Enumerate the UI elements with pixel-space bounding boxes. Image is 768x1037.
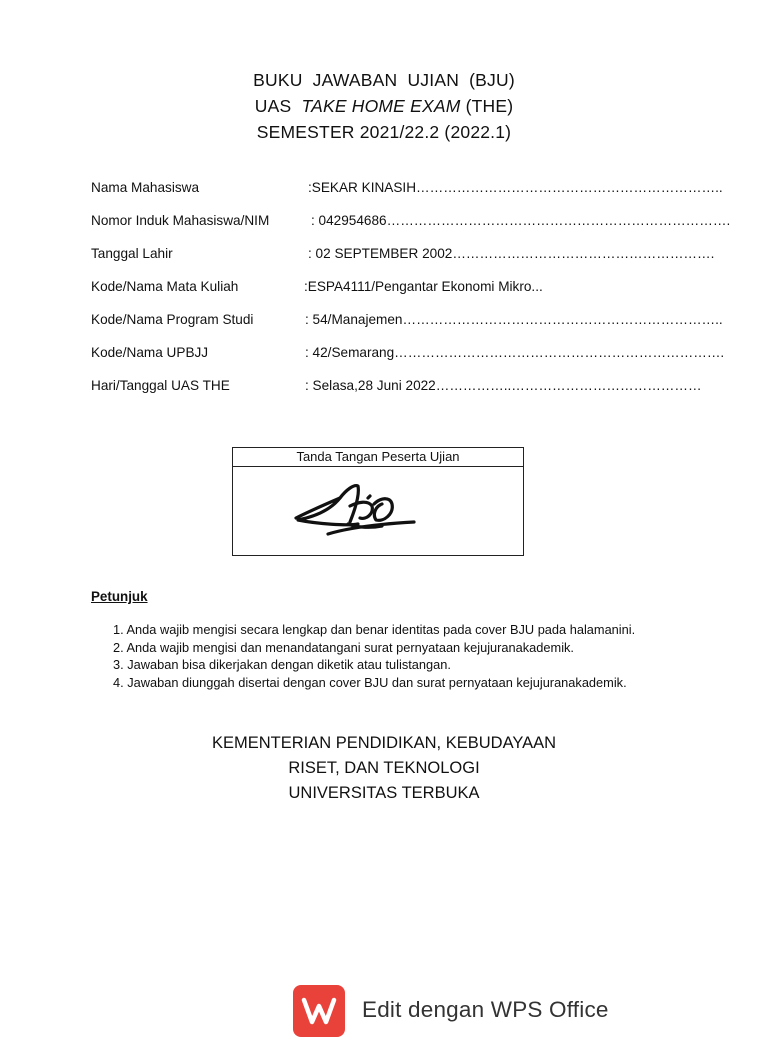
signature-box-header: Tanda Tangan Peserta Ujian [233,448,523,467]
signature-box [232,447,524,556]
signature-image [288,476,418,548]
field-value: :ESPA4111/Pengantar Ekonomi Mikro... [304,279,543,294]
title-line-2 [0,93,768,119]
title-line-1: BUKU JAWABAN UJIAN (BJU) [253,70,515,90]
field-label: Tanggal Lahir [91,246,173,261]
field-label: Nomor Induk Mahasiswa/NIM [91,213,270,228]
wps-logo-icon[interactable] [293,985,345,1037]
list-item: 3. Jawaban bisa dikerjakan dengan diketik atau tulistangan. [113,657,451,672]
title-line-2-italic: TAKE HOME EXAM [301,96,461,116]
field-label: Kode/Nama Mata Kuliah [91,279,239,294]
field-value: : 042954686…………………………………………………………………. [311,213,731,228]
field-label: Hari/Tanggal UAS THE [91,378,230,393]
title-line-3: SEMESTER 2021/22.2 (2022.1) [256,122,512,142]
ministry-footer [0,731,768,806]
ministry-line-3: UNIVERSITAS TERBUKA [288,784,480,802]
field-value: : 02 SEPTEMBER 2002…………………………………………………. [308,246,715,261]
list-item: 4. Jawaban diunggah disertai dengan cover BJU dan surat pernyataan kejujuranakademik. [113,674,627,690]
field-value: : Selasa,28 Juni 2022……………..…………………………………… [305,378,702,393]
field-label: Kode/Nama Program Studi [91,312,254,327]
title-line-2-prefix: UAS [254,96,302,116]
list-item: 1. Anda wajib mengisi secara lengkap dan benar identitas pada cover BJU pada halamanini. [113,622,636,637]
field-value: :SEKAR KINASIH………………………………………………………….. [308,180,723,195]
ministry-line-1: KEMENTERIAN PENDIDIKAN, KEBUDAYAAN [211,734,557,752]
wps-edit-banner[interactable] [293,985,609,1035]
field-value: : 54/Manajemen…………………………………………………………….. [305,312,723,327]
title-line-2-suffix: (THE) [460,96,514,116]
instructions-list [113,621,635,691]
wps-edit-label[interactable]: Edit dengan WPS Office [362,997,609,1022]
document-title [0,67,768,145]
field-value: : 42/Semarang………………………………………………………………. [305,345,725,360]
instructions-title: Petunjuk [91,589,148,604]
ministry-line-2: RISET, DAN TEKNOLOGI [288,759,480,777]
list-item: 2. Anda wajib mengisi dan menandatangani surat pernyataan kejujuranakademik. [113,639,574,655]
field-label: Nama Mahasiswa [91,180,200,195]
field-label: Kode/Nama UPBJJ [91,345,209,360]
